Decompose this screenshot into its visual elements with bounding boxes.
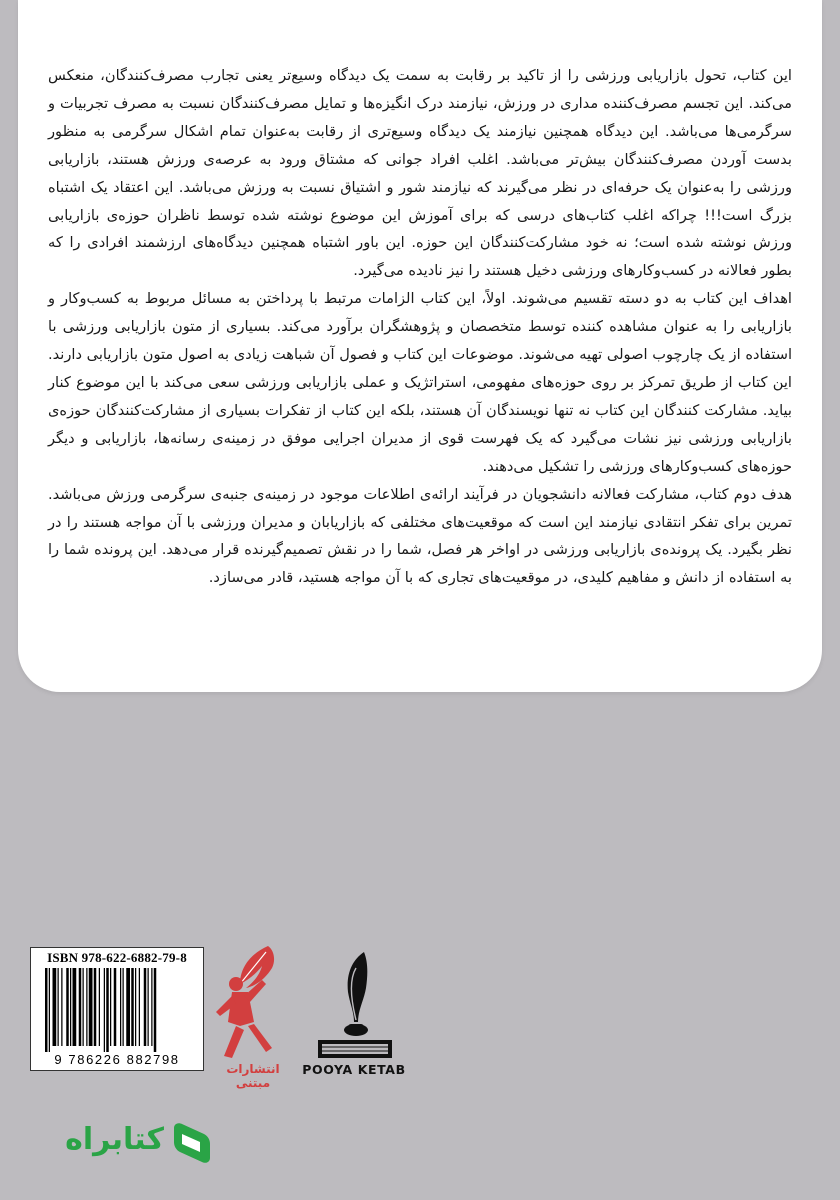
barcode-bar <box>99 968 100 1046</box>
barcode-bar <box>83 968 84 1046</box>
ketabrah-book-icon <box>166 1118 214 1166</box>
barcode-bar <box>123 968 124 1046</box>
barcode-bar <box>53 968 57 1046</box>
barcode-bar <box>126 968 130 1046</box>
barcode-bar <box>104 968 105 1052</box>
paragraph-1: این کتاب، تحول بازاریابی ورزشی را از تاکید بر رقابت به سمت یک دیدگاه وسیع‌تر یعنی تجارب مصرف‌کنندگان، منعکس می‌کند. این تجسم مصرف‌کننده مداری در ورزش، نیازمند درک انگیزه‌ها و تمایل مصرف‌کنندگان نسبت به مصرف تجربیات و سرگرمی‌ها می‌باشد. این دیدگاه همچنین نیازمند یک دیدگاه وسیع‌تری از رقابت به‌عنوان تمام اشکال سرگرمی به منظور بدست آوردن مصرف‌کنندگان بیش‌تر می‌باشد. اغلب افراد جوانی که مشتاق ورود به عرصه‌ی ورزش هستند، بازاریابی ورزشی را به‌عنوان یک حرفه‌ای در نظر می‌گیرند که نیازمند شور و اشتیاق نسبت به ورزش می‌باشد. این اعتقاد یک اشتباه بزرگ است!!! چراکه اغلب کتاب‌های درسی که برای آموزش این موضوع نوشته شده توسط ناظران حوزه‌ی بازاریابی ورزش نوشته شده است؛ نه خود مشارکت‌کنندگان این حوزه. این باور اشتباه همچنین دیدگاه‌های ارزشمند افرادی را که بطور فعالانه در کسب‌وکارهای ورزشی دخیل هستند را نیز نادیده می‌گیرد. <box>48 67 792 280</box>
barcode-bar <box>131 968 134 1046</box>
barcode-bar <box>45 968 48 1052</box>
isbn-number: ISBN 978-622-6882-79-8 <box>47 950 187 965</box>
barcode-digits: 9 786226 882798 <box>54 1052 180 1067</box>
isbn-barcode <box>30 947 204 1071</box>
barcode-bar <box>120 968 121 1046</box>
barcode-bar <box>151 968 152 1046</box>
back-cover-text <box>48 62 792 592</box>
barcode-bar <box>154 968 157 1052</box>
barcode-bar <box>144 968 147 1046</box>
barcode-bar <box>106 968 109 1052</box>
pooya-ketab-logo <box>310 948 400 1060</box>
barcode-bar <box>79 968 82 1046</box>
barcode-bar <box>49 968 50 1052</box>
barcode-bar <box>94 968 97 1046</box>
barcode-bar <box>70 968 71 1046</box>
barcode-bar <box>89 968 93 1046</box>
barcode-bars <box>43 968 191 1052</box>
pooya-ketab-name: POOYA KETAB <box>302 1062 406 1077</box>
barcode-bar <box>148 968 149 1046</box>
barcode-bar <box>58 968 59 1046</box>
barcode-bar <box>110 968 111 1046</box>
mobtani-publisher-name: انتشارات مبتنی <box>226 1062 280 1090</box>
barcode-bar <box>86 968 87 1046</box>
paragraph-2: اهداف این کتاب به دو دسته تقسیم می‌شوند. اولاً، این کتاب الزامات مرتبط با پرداختن به مسائل مربوط به کسب‌وکار و بازاریابی را به عنوان مشاهده کننده توسط متخصصان و پژوهشگران برآورد می‌کند. بسیاری از متون بازاریابی ورزشی با استفاده از یک چارچوب اصولی تهیه می‌شوند. موضوعات این کتاب و فصول آن شباهت زیادی به اصول متون بازاریابی دارند. این کتاب از طریق تمرکز بر روی حوزه‌های مفهومی، استراتژیک و عملی بازاریابی ورزشی سعی می‌کند با این موضوع کنار بیاید. مشارکت کنندگان این کتاب نه تنها نویسندگان آن هستند، بلکه این کتاب از تفکرات بسیاری از مشارکت‌کنندگان حوزه‌ی بازاریابی ورزشی نیز نشات می‌گیرد که یک فهرست قوی از مدیران اجرایی موفق در زمینه‌ی رسانه‌ها، بازاریابی و دیگر حوزه‌های کسب‌وکارهای ورزشی را تشکیل می‌دهند. <box>48 290 792 475</box>
back-cover-text-panel <box>18 0 822 692</box>
mobtani-publisher-logo <box>210 940 296 1080</box>
barcode-bar <box>114 968 117 1046</box>
barcode-bar <box>73 968 77 1046</box>
ketabrah-label: کتابراه <box>65 1122 164 1157</box>
barcode-bar <box>66 968 69 1046</box>
ketabrah-watermark <box>44 1118 234 1168</box>
paragraph-3: هدف دوم کتاب، مشارکت فعالانه دانشجویان در فرآیند ارائه‌ی اطلاعات موجود در زمینه‌ی جنبه‌ی سرگرمی ورزش می‌باشد. تمرین برای تفکر انتقادی نیازمند این است که موقعیت‌های مختلفی که بازاریابان و مدیران ورزشی با آن مواجه هستند را در نظر بگیرد. یک پرونده‌ی بازاریابی ورزشی در اواخر هر فصل، شما را در نقش تصمیم‌گیرنده قرار می‌دهد. این پرونده شما را به استفاده از دانش و مفاهیم کلیدی، در موقعیت‌های تجاری که با آن مواجه هستید، قادر می‌سازد. <box>48 485 792 587</box>
barcode-bar <box>139 968 140 1046</box>
barcode-bar <box>61 968 62 1046</box>
barcode-bar <box>135 968 136 1046</box>
